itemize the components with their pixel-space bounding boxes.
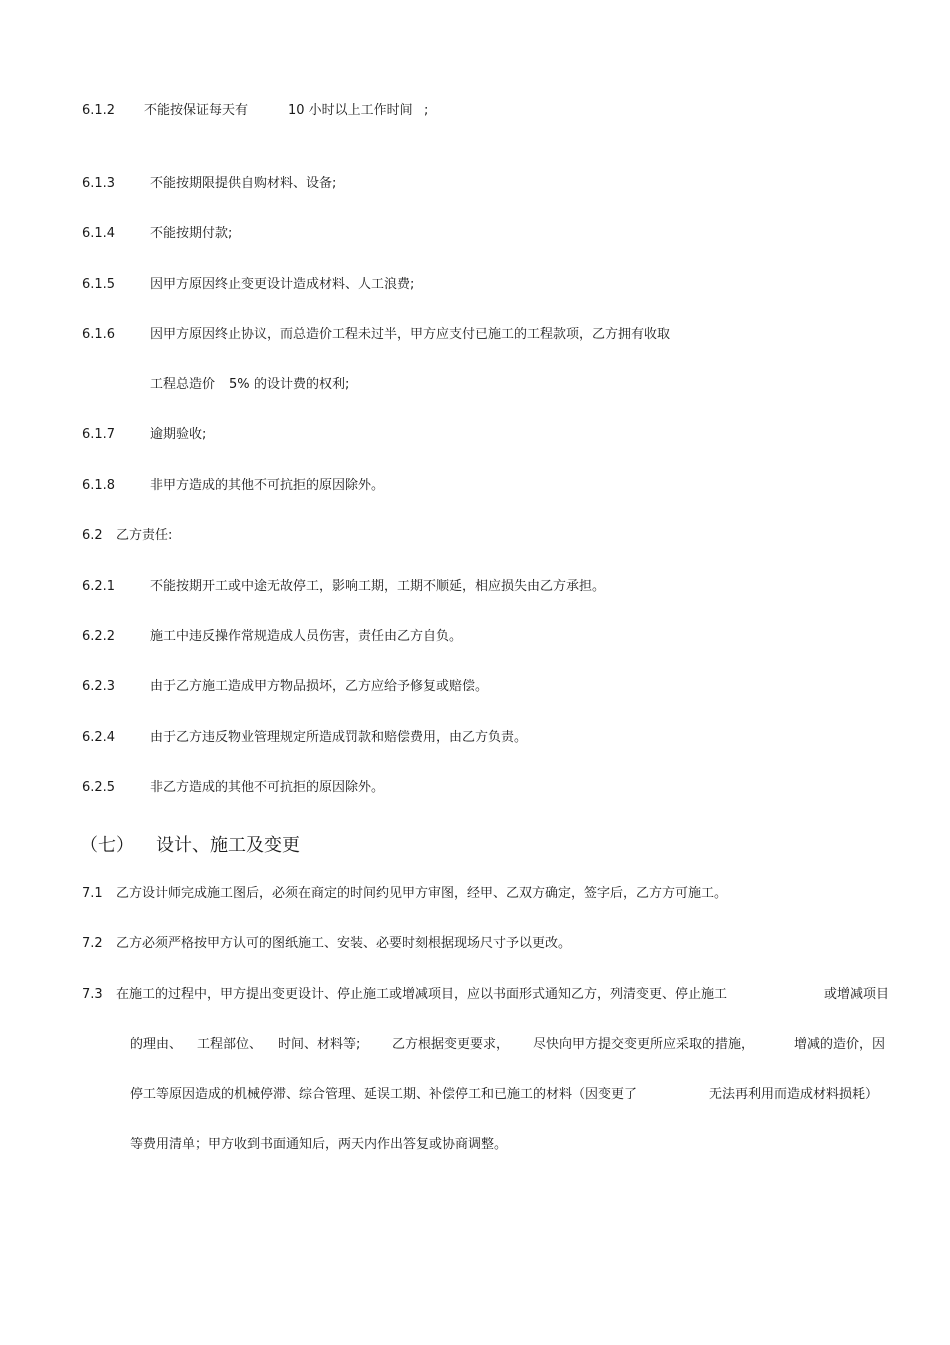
clause-text: 施工中违反操作常规造成人员伤害，责任由乙方自负。 xyxy=(150,629,463,644)
clause-text: 等费用清单；甲方收到书面通知后，两天内作出答复或协商调整。 xyxy=(130,1137,508,1152)
section-marker: （七） xyxy=(80,835,134,856)
clause-number: 6.2.3 xyxy=(82,679,116,694)
clause-number: 6.1.6 xyxy=(82,327,116,342)
clause-text: 或增减项目 xyxy=(824,987,890,1002)
clause-text: 不能按期开工或中途无故停工，影响工期，工期不顺延，相应损失由乙方承担。 xyxy=(150,579,606,594)
clause-text: 10 小时以上工作时间 xyxy=(288,103,413,118)
clause-text: 乙方必须严格按甲方认可的图纸施工、安装、必要时刻根据现场尺寸予以更改。 xyxy=(116,936,572,951)
clause-text: 工程总造价 xyxy=(150,377,216,392)
clause-text: 时间、材料等; xyxy=(278,1037,361,1052)
clause-text: 乙方设计师完成施工图后，必须在商定的时间约见甲方审图，经甲、乙双方确定，签字后，乙方方可施工。 xyxy=(116,886,728,901)
clause-number: 6.2.2 xyxy=(82,629,116,644)
clause-text: 尽快向甲方提交变更所应采取的措施， xyxy=(533,1037,755,1052)
clause-number: 6.1.3 xyxy=(82,176,116,191)
clause-number: 6.2.1 xyxy=(82,579,116,594)
clause-text: ; xyxy=(424,103,429,118)
clause-text: 因甲方原因终止变更设计造成材料、人工浪费; xyxy=(150,277,415,292)
clause-text: 的设计费的权利; xyxy=(254,377,350,392)
clause-number: 6.1.2 xyxy=(82,103,116,118)
clause-text: 不能按期限提供自购材料、设备; xyxy=(150,176,337,191)
clause-text: 由于乙方施工造成甲方物品损坏，乙方应给予修复或赔偿。 xyxy=(150,679,489,694)
clause-text: 逾期验收; xyxy=(150,427,207,442)
clause-number: 6.1.8 xyxy=(82,478,116,493)
clause-text: 乙方根据变更要求， xyxy=(392,1037,510,1052)
clause-number: 7.1 xyxy=(82,886,103,901)
clause-text: 工程部位、 xyxy=(197,1037,263,1052)
clause-text: 不能按保证每天有 xyxy=(144,103,249,118)
clause-text: 因甲方原因终止协议，而总造价工程未过半，甲方应支付已施工的工程款项，乙方拥有收取 xyxy=(150,327,671,342)
clause-text: 无法再利用而造成材料损耗） xyxy=(709,1087,879,1102)
clause-text: 不能按期付款; xyxy=(150,226,233,241)
clause-text: 在施工的过程中，甲方提出变更设计、停止施工或增减项目，应以书面形式通知乙方，列清变更、停止施工 xyxy=(116,987,728,1002)
clause-number: 7.3 xyxy=(82,987,103,1002)
clause-text: 由于乙方违反物业管理规定所造成罚款和赔偿费用，由乙方负责。 xyxy=(150,730,528,745)
clause-number: 6.1.5 xyxy=(82,277,116,292)
clause-number: 7.2 xyxy=(82,936,103,951)
clause-text: 增减的造价，因 xyxy=(794,1037,886,1052)
clause-number: 6.1.4 xyxy=(82,226,116,241)
clause-number: 6.2.4 xyxy=(82,730,116,745)
clause-text: 的理由、 xyxy=(130,1037,183,1052)
clause-text: 乙方责任: xyxy=(116,528,173,543)
clause-text: 5% xyxy=(229,377,250,392)
clause-number: 6.2 xyxy=(82,528,103,543)
clause-text: 非乙方造成的其他不可抗拒的原因除外。 xyxy=(150,780,385,795)
clause-text: 停工等原因造成的机械停滞、综合管理、延误工期、补偿停工和已施工的材料（因变更了 xyxy=(130,1087,638,1102)
clause-number: 6.1.7 xyxy=(82,427,116,442)
section-title: 设计、施工及变更 xyxy=(156,835,300,856)
clause-number: 6.2.5 xyxy=(82,780,116,795)
clause-text: 非甲方造成的其他不可抗拒的原因除外。 xyxy=(150,478,385,493)
